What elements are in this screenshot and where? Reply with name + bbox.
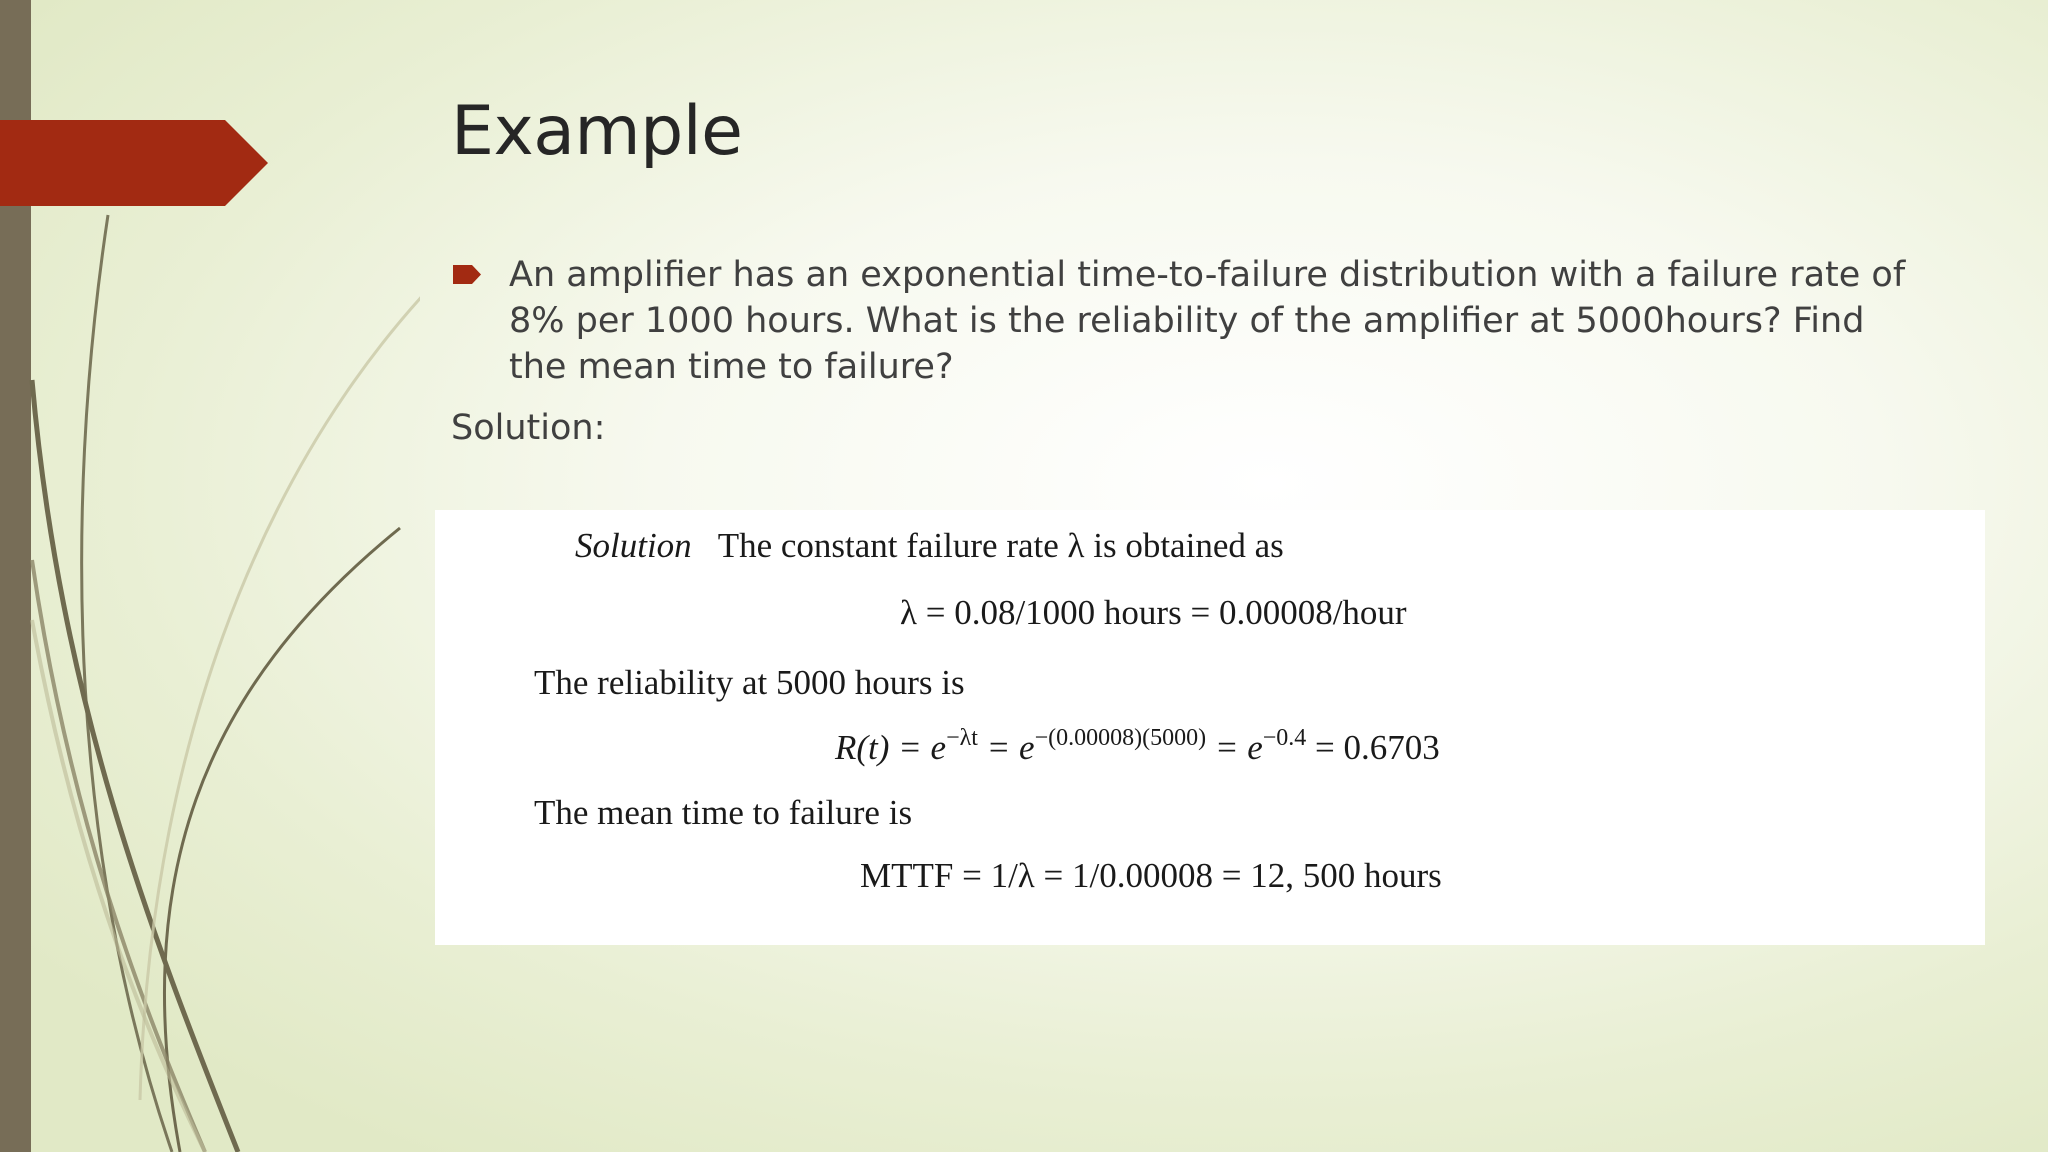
exponent-3: −0.4 xyxy=(1262,725,1307,751)
solution-intro: The constant failure rate λ is obtained as xyxy=(717,526,1284,565)
solution-heading: Solution xyxy=(575,526,692,565)
reliability-mid: = e xyxy=(977,728,1035,767)
slide-title: Example xyxy=(451,92,743,171)
mttf-equation: MTTF = 1/λ = 1/0.00008 = 12, 500 hours xyxy=(860,856,1442,895)
title-accent-arrow xyxy=(0,120,268,206)
mttf-intro: The mean time to failure is xyxy=(534,793,913,832)
solution-image xyxy=(435,510,1985,945)
arrow-bullet-icon xyxy=(453,265,481,284)
question-text: An amplifier has an exponential time-to-failure distribution with a failure rate of 8% per 1000 hours. What is the reliability of the amplifier at 5000hours? Find the mean time to failure? xyxy=(509,255,1906,387)
lambda-equation: λ = 0.08/1000 hours = 0.00008/hour xyxy=(900,593,1407,632)
reliability-equation xyxy=(835,725,1440,768)
exponent-2: −(0.00008)(5000) xyxy=(1034,725,1207,751)
reliability-lhs: R(t) = e xyxy=(835,728,947,767)
list-item xyxy=(451,252,1921,390)
bullet-list xyxy=(451,252,1921,390)
reliability-result: = 0.6703 xyxy=(1306,728,1440,767)
solution-label: Solution: xyxy=(451,408,606,448)
solution-intro-line xyxy=(575,526,1284,566)
reliability-intro: The reliability at 5000 hours is xyxy=(534,663,965,702)
reliability-mid-2: = e xyxy=(1206,728,1263,767)
exponent-1: −λt xyxy=(946,725,978,751)
